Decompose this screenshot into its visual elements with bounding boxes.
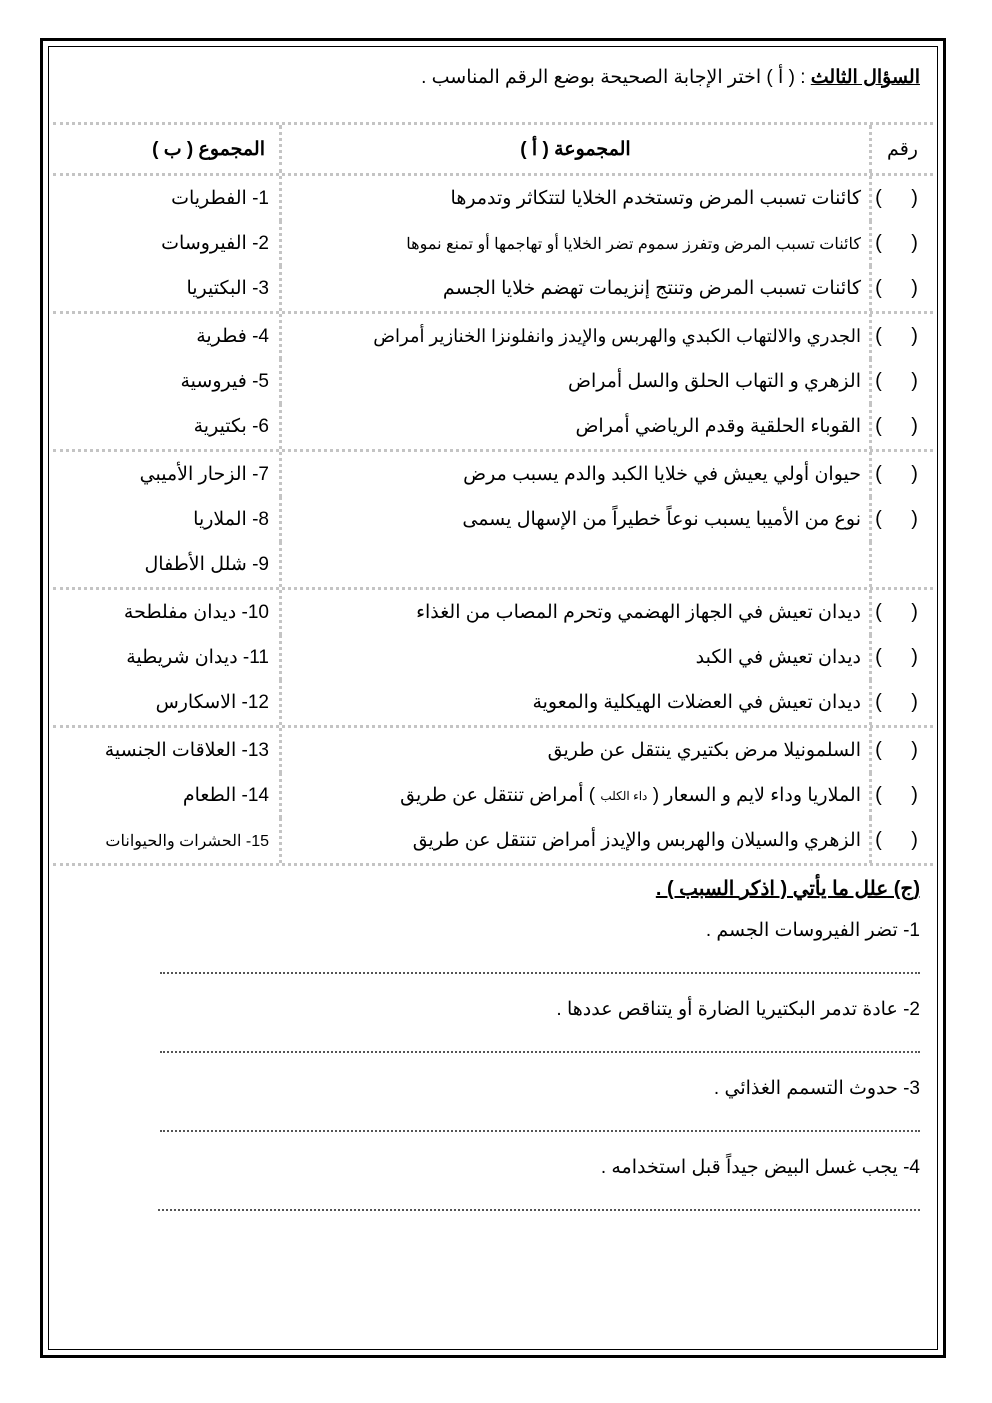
reason-question: 2- عادة تدمر البكتيريا الضارة أو يتناقص عددها . <box>556 999 920 1020</box>
option: 8- الملاريا <box>193 509 269 530</box>
statement-part: الملاريا وداء لايم و السعار ( <box>652 785 861 806</box>
option: 1- الفطريات <box>171 188 269 209</box>
header-number: رقم <box>869 125 933 173</box>
option: 6- بكتيرية <box>193 416 269 437</box>
option: 11- ديدان شريطية <box>126 647 269 668</box>
table-row <box>53 452 933 497</box>
question-instruction: : ( أ ) اختر الإجابة الصحيحة بوضع الرقم المناسب . <box>421 67 811 88</box>
answer-blank[interactable]: ( ) <box>869 497 933 542</box>
option: 13- العلاقات الجنسية <box>104 740 269 761</box>
reason-question: 4- يجب غسل البيض جيداً قبل استخدامه . <box>600 1157 920 1178</box>
answer-blank[interactable]: ( ) <box>869 728 933 773</box>
table-row <box>53 773 933 818</box>
table-row <box>53 266 933 311</box>
table-row <box>53 635 933 680</box>
answer-line[interactable] <box>160 1108 920 1132</box>
answer-line[interactable] <box>158 1187 920 1211</box>
statement: ديدان تعيش في العضلات الهيكلية والمعوية <box>279 680 869 725</box>
statement: نوع من الأميبا يسبب نوعاً خطيراً من الإسهال يسمى <box>279 497 869 542</box>
statement: ديدان تعيش في الكبد <box>279 635 869 680</box>
row-group <box>53 449 933 587</box>
header-group-a: المجموعة ( أ ) <box>279 125 869 173</box>
option: 5- فيروسية <box>180 371 269 392</box>
question-label: السؤال الثالث <box>810 67 920 88</box>
table-row <box>53 176 933 221</box>
answer-line[interactable] <box>160 950 920 974</box>
statement <box>279 773 869 818</box>
option: 4- فطرية <box>196 326 269 347</box>
answer-blank[interactable]: ( ) <box>869 590 933 635</box>
part-c-title: (ج) علل ما يأتي ( اذكر السبب ) . <box>655 878 920 900</box>
part-c <box>150 876 920 1235</box>
row-group <box>53 725 933 866</box>
statement: ديدان تعيش في الجهاز الهضمي وتحرم المصاب من الغذاء <box>279 590 869 635</box>
option: 10- ديدان مفلطحة <box>123 602 269 623</box>
option: 3- البكتيريا <box>186 278 269 299</box>
table-row <box>53 542 933 587</box>
answer-blank[interactable]: ( ) <box>869 404 933 449</box>
statement: كائنات تسبب المرض وتستخدم الخلايا لتتكاثر وتدمرها <box>279 176 869 221</box>
row-group <box>53 311 933 449</box>
table-row <box>53 728 933 773</box>
answer-blank[interactable]: ( ) <box>869 176 933 221</box>
header-group-b: المجموع ( ب ) <box>152 138 265 160</box>
option: 2- الفيروسات <box>161 233 269 254</box>
statement: الزهري و التهاب الحلق والسل أمراض <box>279 359 869 404</box>
table-row <box>53 497 933 542</box>
row-group <box>53 587 933 725</box>
statement: كائنات تسبب المرض وتفرز سموم تضر الخلايا أو تهاجمها أو تمنع نموها <box>279 221 869 266</box>
statement: الزهري والسيلان والهربس والإيدز أمراض تنتقل عن طريق <box>279 818 869 863</box>
option: 12- الاسكارس <box>155 692 269 713</box>
option: 9- شلل الأطفال <box>144 554 269 575</box>
statement <box>279 542 869 587</box>
answer-blank[interactable]: ( ) <box>869 635 933 680</box>
statement-note: داء الكلب <box>600 788 648 803</box>
answer-blank[interactable]: ( ) <box>869 266 933 311</box>
answer-blank[interactable]: ( ) <box>869 680 933 725</box>
answer-line[interactable] <box>160 1029 920 1053</box>
table-row <box>53 314 933 359</box>
statement: القوباء الحلقية وقدم الرياضي أمراض <box>279 404 869 449</box>
reason-question: 3- حدوث التسمم الغذائي . <box>713 1078 920 1099</box>
answer-blank[interactable]: ( ) <box>869 314 933 359</box>
table-row <box>53 221 933 266</box>
option: 15- الحشرات والحيوانات <box>105 832 269 850</box>
table-row <box>53 680 933 725</box>
answer-blank[interactable]: ( ) <box>869 818 933 863</box>
option: 7- الزحار الأميبي <box>139 464 269 485</box>
table-row <box>53 359 933 404</box>
table-row <box>53 590 933 635</box>
answer-blank[interactable]: ( ) <box>869 359 933 404</box>
worksheet <box>48 46 938 1350</box>
answer-blank[interactable]: ( ) <box>869 773 933 818</box>
option: 14- الطعام <box>182 785 269 806</box>
statement: السلمونيلا مرض بكتيري ينتقل عن طريق <box>279 728 869 773</box>
table-header <box>53 122 933 173</box>
statement: حيوان أولي يعيش في خلايا الكبد والدم يسبب مرض <box>279 452 869 497</box>
question-header <box>421 66 920 89</box>
reason-question: 1- تضر الفيروسات الجسم . <box>705 920 920 941</box>
statement-part: ) أمراض تنتقل عن طريق <box>400 785 596 806</box>
statement: الجدري والالتهاب الكبدي والهربس والإيدز وانفلونزا الخنازير أمراض <box>279 314 869 359</box>
row-group <box>53 173 933 311</box>
answer-blank[interactable]: ( ) <box>869 221 933 266</box>
answer-blank[interactable]: ( ) <box>869 452 933 497</box>
matching-table <box>53 122 933 866</box>
table-row <box>53 404 933 449</box>
statement: كائنات تسبب المرض وتنتج إنزيمات تهضم خلايا الجسم <box>279 266 869 311</box>
empty-cell <box>869 542 933 587</box>
table-row <box>53 818 933 863</box>
